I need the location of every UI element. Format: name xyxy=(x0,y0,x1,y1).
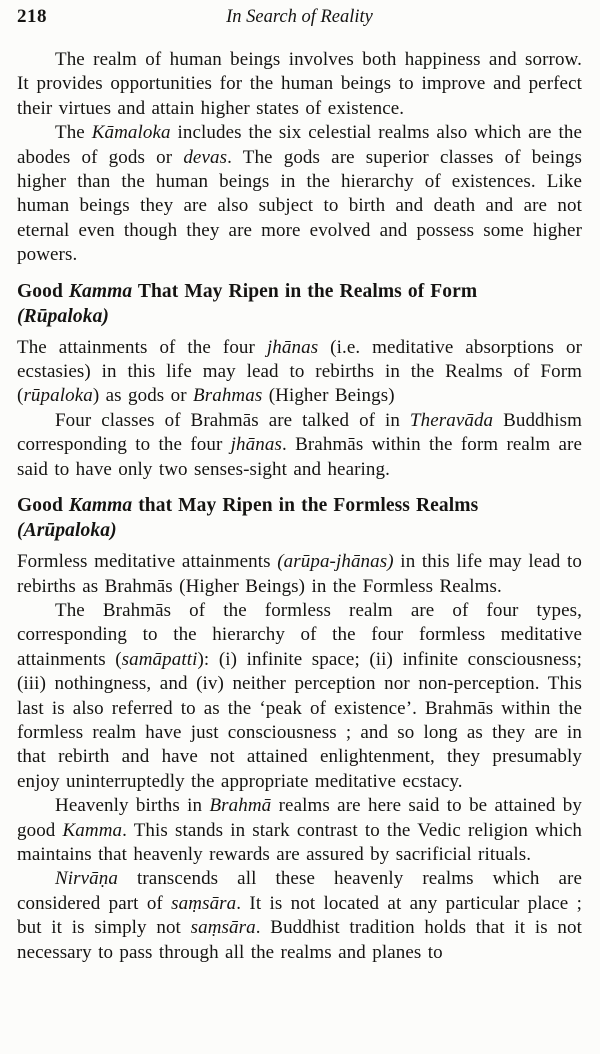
text-run: Formless meditative attainments xyxy=(17,551,278,573)
text-run: saṃsāra xyxy=(190,917,256,939)
text-run: ): (i) infinite space; (ii) infinite consciousness; (iii) nothingness, and (iv) neither perception nor non-perception. This last is also referred to as the ‘peak of existence’. Brahmās within the formless realm have just consciousness ; and so long as they are in that rebirth and have not attained enlightenment, they presumably enjoy uninterruptedly the appropriate meditative ecstacy. xyxy=(17,648,582,792)
text-run: Buddhism corresponding to the four xyxy=(17,409,583,456)
paragraph xyxy=(17,48,582,121)
text-run: The attainments of the four xyxy=(17,336,267,358)
text-run: that May Ripen in the Formless Realms xyxy=(132,495,479,517)
text-run: Brahmā xyxy=(209,795,272,817)
text-run: (Rūpaloka) xyxy=(17,305,110,327)
text-run: The realm of human beings involves both happiness and sorrow. It provides opportunities for the human beings to improve and perfect their virtues and attain higher states of existence. xyxy=(17,49,582,119)
text-run: That May Ripen in the Realms of Form xyxy=(132,280,478,302)
text-run: ) as gods or xyxy=(92,385,194,407)
text-run: includes the six celestial realms also which are the abodes of gods or xyxy=(17,122,582,168)
text-run: Theravāda xyxy=(409,409,494,431)
text-run: Kamma xyxy=(68,280,133,302)
text-run: (i.e. meditative absorptions or ecstasies) in this life may lead to rebirths in the Realms of Form ( xyxy=(17,336,582,407)
running-title: In Search of Reality xyxy=(226,7,373,27)
text-run: jhānas xyxy=(266,336,319,358)
page-body xyxy=(17,48,582,965)
text-run: rūpaloka xyxy=(23,385,93,407)
text-run: . Buddhist tradition holds that it is not necessary to pass through all the realms and planes to xyxy=(17,917,582,963)
text-run: Kāmaloka xyxy=(91,122,171,144)
text-run: transcends all these heavenly realms which are considered part of xyxy=(17,868,582,914)
paragraph xyxy=(17,121,582,267)
text-run: . This stands in stark contrast to the Vedic religion which maintains that heavenly rewards are assured by sacrificial rituals. xyxy=(17,819,582,865)
text-run: saṃsāra xyxy=(171,892,237,914)
text-run: Kamma xyxy=(62,819,123,841)
text-run: . The gods are superior classes of beings higher than the human beings in the hierarchy of existences. Like human beings they are also subject to birth and death and are not eternal even though they are more evolved and possess some higher powers. xyxy=(17,146,583,266)
text-run: (arūpa-jhānas) xyxy=(277,551,394,573)
text-run: The xyxy=(55,122,92,144)
text-run: in this life may lead to rebirths as Brahmās (Higher Beings) in the Formless Realms. xyxy=(17,551,583,597)
text-run: devas xyxy=(183,146,228,168)
text-run: Nirvāṇa xyxy=(55,868,118,890)
text-run: Kamma xyxy=(68,495,133,517)
text-run: Four classes of Brahmās are talked of in xyxy=(55,409,410,431)
text-run: (Arūpaloka) xyxy=(17,520,117,542)
paragraph xyxy=(17,550,582,599)
text-run: Brahmas xyxy=(193,385,263,407)
paragraph xyxy=(17,867,582,965)
paragraph xyxy=(17,409,582,482)
section-heading xyxy=(17,493,582,543)
paragraph xyxy=(17,794,582,867)
text-run: samāpatti xyxy=(121,648,198,670)
text-run: Heavenly births in xyxy=(55,795,210,817)
text-run: (Higher Beings) xyxy=(262,385,395,407)
section-heading xyxy=(17,279,582,329)
paragraph xyxy=(17,336,582,409)
page-number: 218 xyxy=(17,6,47,27)
text-run: jhānas xyxy=(230,434,282,456)
page-header xyxy=(17,5,582,29)
paragraph xyxy=(17,599,582,794)
text-run: realms are here said to be attained by good xyxy=(17,795,582,841)
text-run: Good xyxy=(17,495,69,517)
text-run: The Brahmās of the formless realm are of four types, corresponding to the hierarchy of the four formless meditative attainments ( xyxy=(17,599,582,670)
text-run: . Brahmās within the form realm are said to have only two senses-sight and hearing. xyxy=(17,434,582,480)
text-run: . It is not located at any particular place ; but it is simply not xyxy=(17,892,582,939)
text-run: Good xyxy=(17,280,69,302)
